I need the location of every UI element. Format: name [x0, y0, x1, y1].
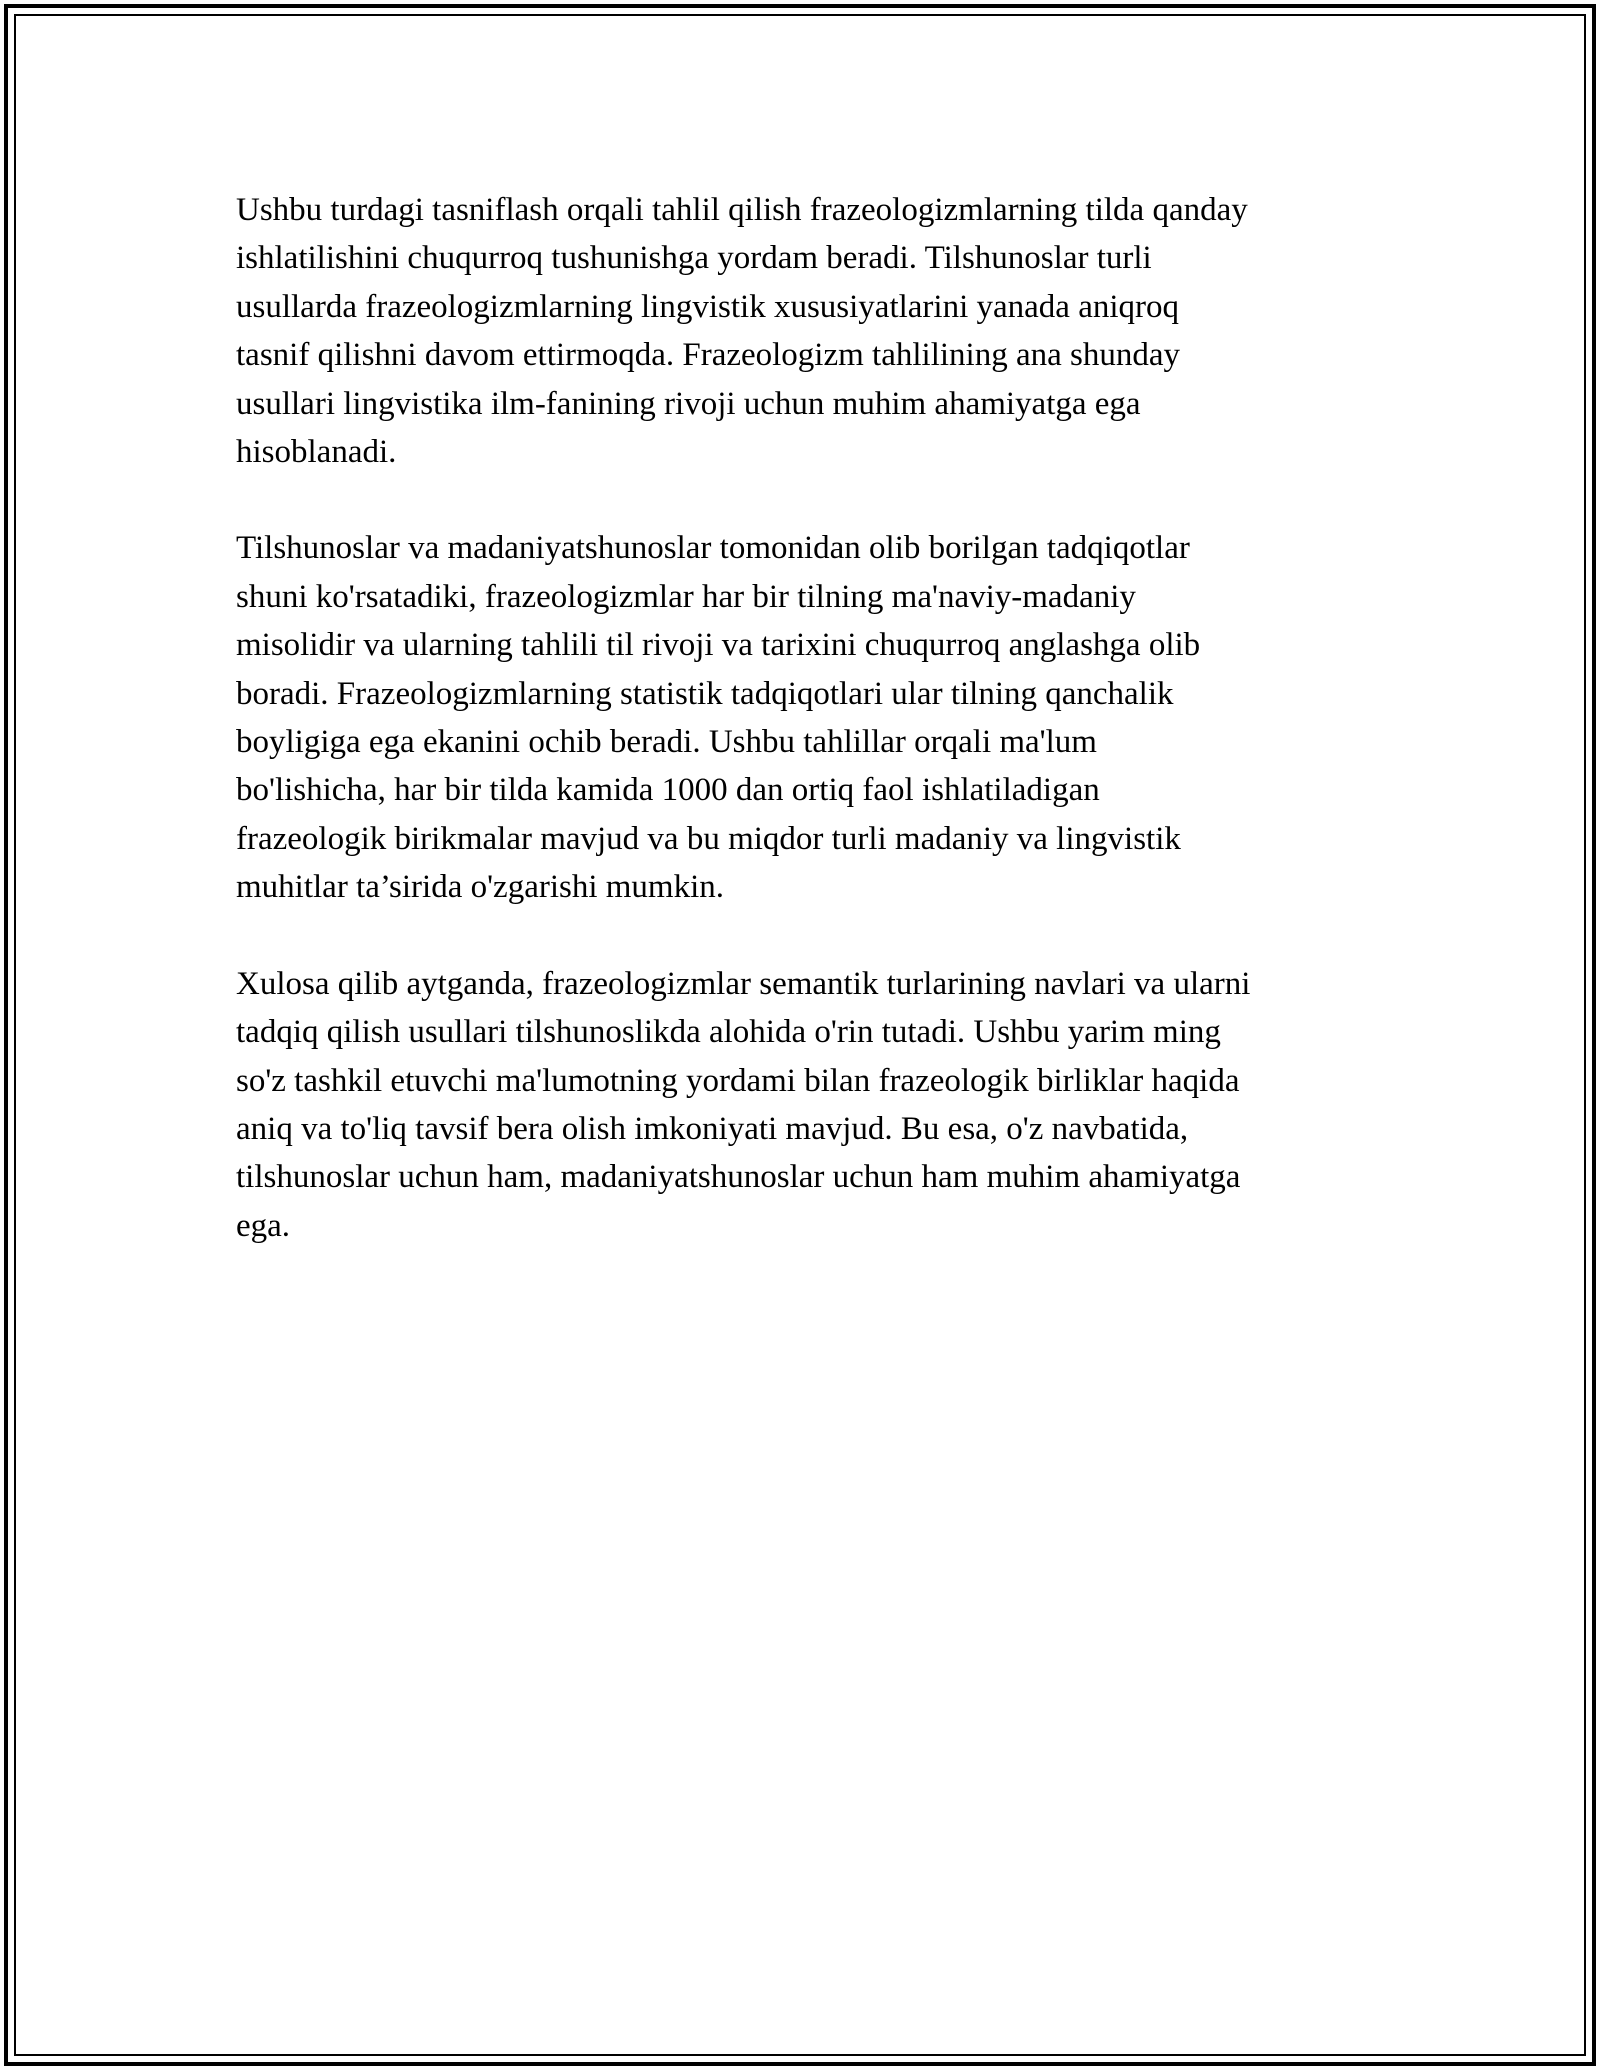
paragraph-3-line: tadqiq qilish usullari tilshunoslikda alohida o'rin tutadi. Ushbu yarim ming [236, 1014, 1221, 1051]
paragraph-2-line: frazeologik birikmalar mavjud va bu miqdor turli madaniy va lingvistik [236, 820, 1181, 857]
paragraph-2-line: boyligiga ega ekanini ochib beradi. Ushbu tahlillar orqali ma'lum [236, 724, 1097, 761]
paragraph-3-line: Xulosa qilib aytganda, frazeologizmlar semantik turlarining navlari va ularni [236, 965, 1251, 1002]
paragraph-1-line: usullarda frazeologizmlarning lingvistik xususiyatlarini yanada aniqroq [236, 288, 1179, 325]
paragraph-2-line: Tilshunoslar va madaniyatshunoslar tomonidan olib borilgan tadqiqotlar [236, 530, 1190, 567]
paragraph-3-line: so'z tashkil etuvchi ma'lumotning yordami bilan frazeologik birliklar haqida [236, 1062, 1240, 1099]
paragraph-2-line: misolidir va ularning tahlili til rivoji va tarixini chuqurroq anglashga olib [236, 627, 1201, 664]
paragraph-3 [236, 960, 1371, 1250]
paragraph-1-line: ishlatilishini chuqurroq tushunishga yordam beradi. Tilshunoslar turli [236, 240, 1152, 277]
paragraph-1-line: hisoblanadi. [236, 434, 397, 471]
paragraph-2-line: bo'lishicha, har bir tilda kamida 1000 dan ortiq faol ishlatiladigan [236, 772, 1100, 809]
paragraph-1-line: tasnif qilishni davom ettirmoqda. Frazeologizm tahlilining ana shunday [236, 337, 1180, 374]
paragraph-2-line: boradi. Frazeologizmlarning statistik tadqiqotlari ular tilning qanchalik [236, 675, 1174, 712]
document-body [236, 186, 1371, 1298]
paragraph-1-line: usullari lingvistika ilm-fanining rivoji uchun muhim ahamiyatga ega [236, 385, 1141, 422]
paragraph-3-line: ega. [236, 1207, 291, 1244]
paragraph-3-line: aniq va to'liq tavsif bera olish imkoniyati mavjud. Bu esa, o'z navbatida, [236, 1110, 1189, 1147]
paragraph-2-line: muhitlar ta’sirida o'zgarishi mumkin. [236, 869, 725, 906]
paragraph-3-line: tilshunoslar uchun ham, madaniyatshunoslar uchun ham muhim ahamiyatga [236, 1159, 1241, 1196]
paragraph-1 [236, 186, 1371, 476]
paragraph-2-line: shuni ko'rsatadiki, frazeologizmlar har bir tilning ma'naviy-madaniy [236, 578, 1136, 615]
paragraph-2 [236, 524, 1371, 911]
paragraph-1-line: Ushbu turdagi tasniflash orqali tahlil qilish frazeologizmlarning tilda qanday [236, 192, 1248, 228]
